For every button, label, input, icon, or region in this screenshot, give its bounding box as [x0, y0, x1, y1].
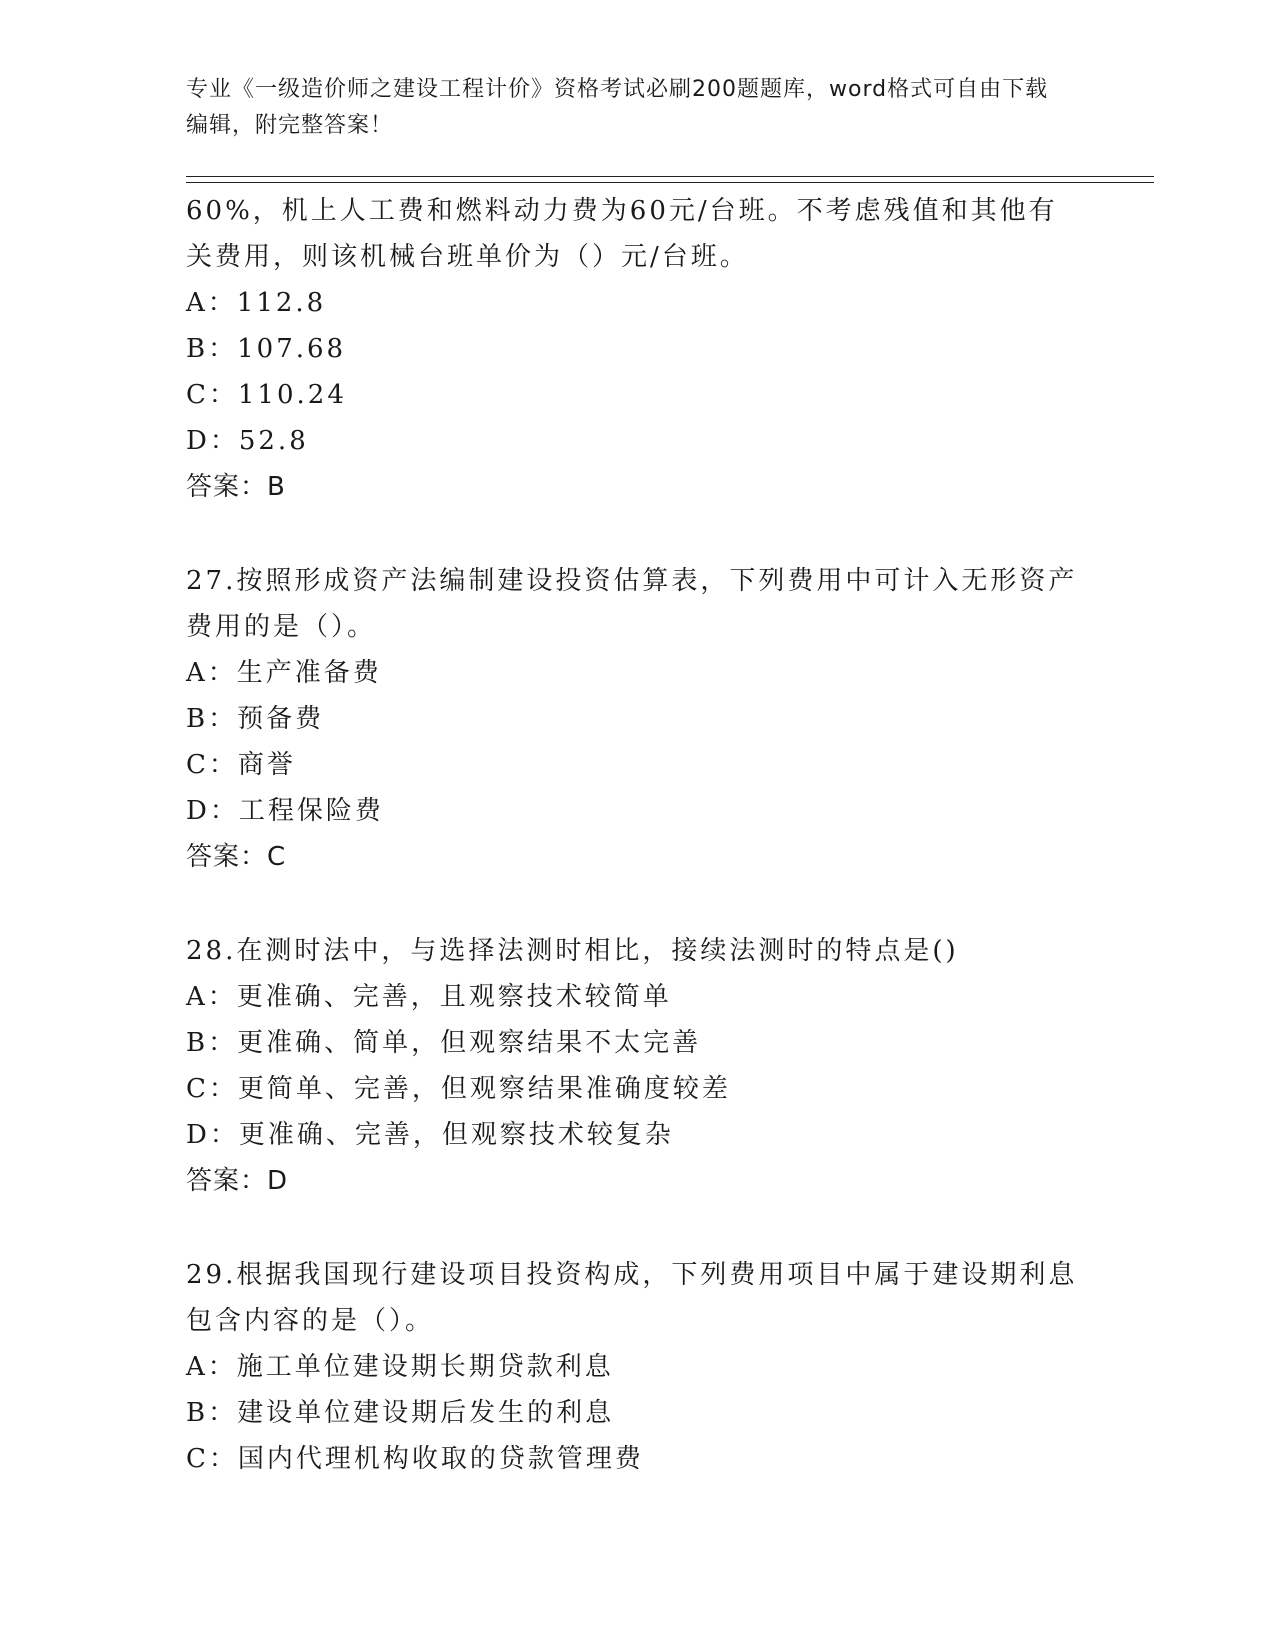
answer: 答案：B [186, 472, 286, 502]
question-text: 27.按照形成资产法编制建设投资估算表，下列费用中可计入无形资产费用的是（）。 [186, 566, 1078, 642]
option-d: D：工程保险费 [186, 796, 384, 826]
question-list [186, 188, 1086, 1530]
option-d: D：52.8 [186, 426, 309, 456]
option-b: B：107.68 [186, 334, 347, 364]
option-b: B：更准确、简单，但观察结果不太完善 [186, 1028, 702, 1058]
option-a: A：生产准备费 [186, 658, 382, 688]
option-c: C：110.24 [186, 380, 347, 410]
question-text: 29.根据我国现行建设项目投资构成，下列费用项目中属于建设期利息包含内容的是（）。 [186, 1260, 1078, 1336]
answer: 答案：C [186, 842, 287, 872]
question-item [186, 188, 1086, 510]
option-b: B：建设单位建设期后发生的利息 [186, 1398, 615, 1428]
option-a: A：112.8 [186, 288, 327, 318]
header-divider-bottom [186, 182, 1154, 183]
option-d: D：更准确、完善，但观察技术较复杂 [186, 1120, 674, 1150]
question-item [186, 928, 1086, 1204]
option-a: A：更准确、完善，且观察技术较简单 [186, 982, 672, 1012]
question-text: 28.在测时法中，与选择法测时相比，接续法测时的特点是() [186, 936, 959, 966]
option-c: C：国内代理机构收取的贷款管理费 [186, 1444, 644, 1474]
option-c: C：商誉 [186, 750, 296, 780]
question-text: 60%，机上人工费和燃料动力费为60元/台班。不考虑残值和其他有关费用，则该机械台班单价为（）元/台班。 [186, 196, 1058, 272]
document-header: 专业《一级造价师之建设工程计价》资格考试必刷200题题库，word格式可自由下载编辑，附完整答案！ [186, 77, 1049, 138]
option-a: A：施工单位建设期长期贷款利息 [186, 1352, 614, 1382]
answer: 答案：D [186, 1166, 289, 1196]
option-b: B：预备费 [186, 704, 325, 734]
option-c: C：更简单、完善，但观察结果准确度较差 [186, 1074, 731, 1104]
header-divider-top [186, 176, 1154, 177]
question-item [186, 1252, 1086, 1482]
question-item [186, 558, 1086, 880]
